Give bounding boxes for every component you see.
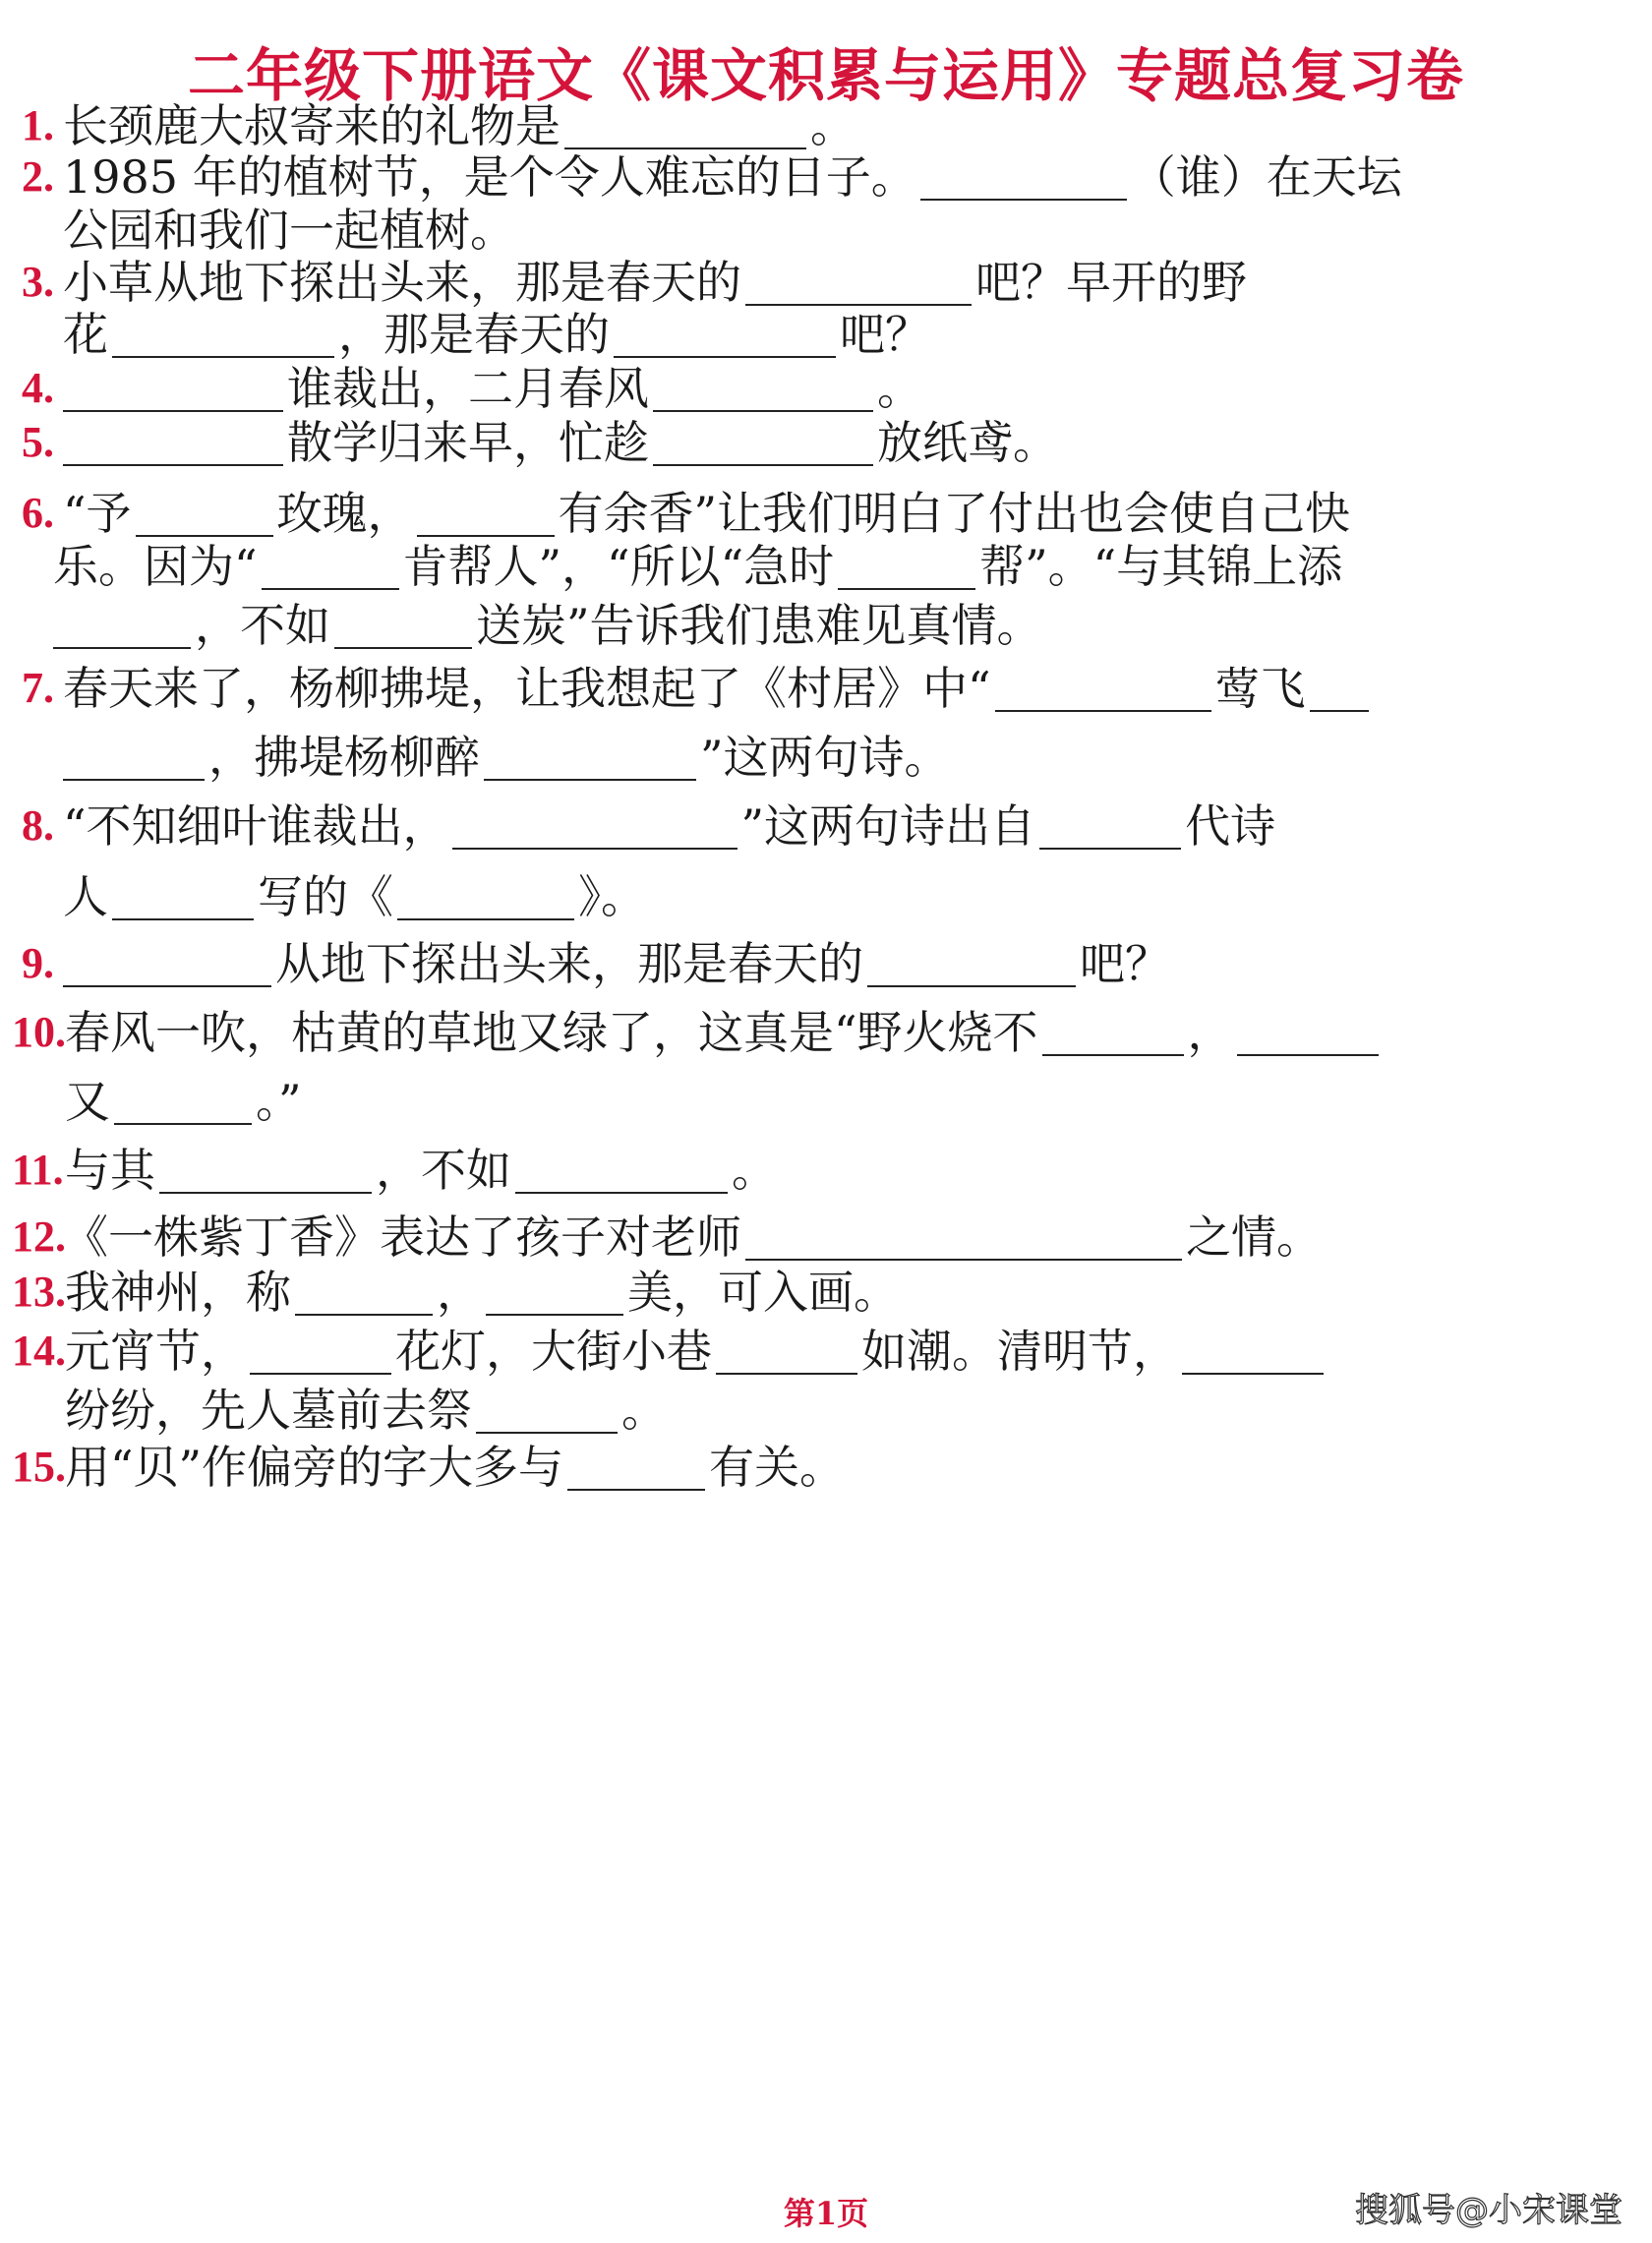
answer-blank[interactable] — [653, 413, 873, 466]
question-text: 。” — [256, 1075, 302, 1128]
question-text: 吧？早开的野 — [975, 256, 1247, 309]
question-8-line-1 — [63, 797, 1275, 856]
question-text: “予 — [63, 487, 132, 540]
question-text: 。 — [810, 99, 856, 152]
question-text: 花灯，大街小巷 — [395, 1325, 712, 1378]
answer-blank[interactable] — [417, 484, 555, 537]
question-5 — [63, 413, 1058, 472]
question-number-8: 8. — [22, 801, 54, 850]
question-text: 之情。 — [1186, 1210, 1322, 1264]
answer-blank[interactable] — [515, 1141, 728, 1194]
answer-blank[interactable] — [63, 359, 283, 412]
question-text: 有关。 — [709, 1441, 846, 1494]
answer-blank[interactable] — [564, 96, 806, 149]
question-text: 元宵节， — [65, 1325, 246, 1378]
answer-blank[interactable] — [920, 148, 1127, 201]
question-12 — [63, 1208, 1322, 1267]
watermark: 搜狐号@小宋课堂 — [1355, 2191, 1622, 2230]
question-2-line-2 — [63, 201, 515, 260]
question-text: 乐。因为“ — [53, 540, 258, 593]
answer-blank[interactable] — [63, 934, 271, 987]
question-15 — [65, 1438, 845, 1497]
question-number-9: 9. — [22, 939, 54, 987]
question-text: 。 — [877, 362, 922, 415]
answer-blank[interactable] — [136, 484, 273, 537]
answer-blank[interactable] — [250, 1322, 391, 1375]
question-text: 吧？ — [840, 308, 930, 361]
question-text: 莺飞 — [1214, 662, 1306, 715]
question-text: 用“贝”作偏旁的字大多与 — [65, 1441, 564, 1494]
question-text: ，不如 — [376, 1144, 511, 1197]
question-number-3: 3. — [22, 258, 54, 306]
answer-blank[interactable] — [334, 596, 472, 649]
question-14-line-1 — [65, 1322, 1328, 1381]
question-3-line-2 — [63, 305, 930, 364]
question-text: ， — [1187, 1006, 1233, 1059]
question-text: 玫瑰， — [276, 487, 413, 540]
question-text: 春风一吹，枯黄的草地又绿了，这真是“野火烧不 — [65, 1006, 1038, 1059]
question-text: 1985 年的植树节，是个令人难忘的日子。 — [63, 150, 916, 204]
question-11 — [65, 1141, 777, 1200]
question-number-2: 2. — [22, 152, 54, 201]
question-text: 小草从地下探出头来，那是春天的 — [63, 256, 741, 309]
question-text: 花 — [63, 308, 108, 361]
question-text: 我神州，称 — [65, 1266, 291, 1319]
question-text: 放纸鸢。 — [877, 416, 1058, 469]
question-text: “不知细叶谁裁出， — [63, 799, 448, 853]
answer-blank[interactable] — [995, 659, 1211, 712]
question-number-7: 7. — [22, 664, 54, 712]
question-1 — [63, 96, 856, 155]
question-text: ”这两句诗。 — [700, 731, 950, 784]
question-text: 。 — [621, 1384, 667, 1437]
question-text: 公园和我们一起植树。 — [63, 204, 515, 257]
question-3-line-1 — [63, 253, 1247, 312]
question-text: 长颈鹿大叔寄来的礼物是 — [63, 99, 560, 152]
question-10-line-2 — [65, 1072, 302, 1131]
answer-blank[interactable] — [53, 596, 191, 649]
question-text: ，那是春天的 — [338, 308, 610, 361]
question-text: ， — [437, 1266, 482, 1319]
answer-blank[interactable] — [745, 253, 972, 306]
answer-blank[interactable] — [452, 797, 738, 850]
question-text: 谁裁出，二月春风 — [287, 362, 649, 415]
question-number-13: 13. — [12, 1268, 66, 1316]
question-text: 人 — [63, 870, 108, 923]
question-10-line-1 — [65, 1003, 1383, 1062]
answer-blank[interactable] — [716, 1322, 857, 1375]
question-text: 又 — [65, 1075, 110, 1128]
question-text: 如潮。清明节， — [861, 1325, 1178, 1378]
question-text: （谁）在天坛 — [1130, 150, 1402, 204]
answer-blank[interactable] — [63, 413, 283, 466]
question-8-line-2 — [63, 867, 646, 926]
question-7-line-1 — [63, 659, 1373, 718]
question-number-10: 10. — [12, 1008, 66, 1056]
question-13 — [65, 1263, 899, 1322]
answer-blank[interactable] — [295, 1263, 433, 1316]
answer-blank[interactable] — [476, 1381, 618, 1434]
question-text: 有余香”让我们明白了付出也会使自己快 — [558, 487, 1351, 540]
question-text: ，不如 — [195, 599, 330, 652]
question-text: 与其 — [65, 1144, 155, 1197]
question-text: 肯帮人”，“所以“急时 — [402, 540, 835, 593]
answer-blank[interactable] — [1237, 1003, 1379, 1056]
answer-blank[interactable] — [114, 1072, 252, 1125]
question-number-11: 11. — [12, 1146, 64, 1194]
question-number-15: 15. — [12, 1443, 66, 1491]
question-number-1: 1. — [22, 101, 54, 149]
question-number-4: 4. — [22, 364, 54, 412]
question-text: 帮”。“与其锦上添 — [979, 540, 1343, 593]
question-number-12: 12. — [12, 1212, 66, 1261]
question-text: 美，可入画。 — [627, 1266, 899, 1319]
question-number-6: 6. — [22, 489, 54, 537]
answer-blank[interactable] — [867, 934, 1076, 987]
answer-blank[interactable] — [567, 1438, 705, 1491]
question-text: 》。 — [578, 870, 646, 923]
question-6-line-3 — [53, 596, 1042, 655]
page-title: 二年级下册语文《课文积累与运用》专题总复习卷 — [187, 42, 1464, 109]
answer-blank[interactable] — [653, 359, 873, 412]
question-text: ”这两句诗出自 — [740, 799, 1036, 853]
question-6-line-1 — [63, 484, 1350, 543]
question-text: 春天来了，杨柳拂堤，让我想起了《村居》中“ — [63, 662, 991, 715]
question-text: 纷纷，先人墓前去祭 — [65, 1384, 472, 1437]
answer-blank[interactable] — [1042, 1003, 1184, 1056]
answer-blank[interactable] — [745, 1208, 1182, 1261]
question-number-5: 5. — [22, 418, 54, 466]
answer-blank[interactable] — [112, 305, 334, 358]
question-text: 代诗 — [1185, 799, 1276, 853]
answer-blank[interactable] — [63, 728, 205, 781]
answer-blank[interactable] — [159, 1141, 372, 1194]
question-14-line-2 — [65, 1381, 667, 1440]
answer-blank[interactable] — [1039, 797, 1181, 850]
answer-blank[interactable] — [486, 1263, 623, 1316]
question-number-14: 14. — [12, 1327, 66, 1375]
answer-blank[interactable] — [614, 305, 836, 358]
question-4 — [63, 359, 922, 418]
answer-blank[interactable] — [397, 867, 574, 920]
answer-blank[interactable] — [1310, 659, 1369, 712]
question-7-line-2 — [63, 728, 950, 787]
question-9 — [63, 934, 1170, 993]
answer-blank[interactable] — [112, 867, 254, 920]
question-text: 送炭”告诉我们患难见真情。 — [476, 599, 1042, 652]
question-text: ，拂堤杨柳醉 — [208, 731, 480, 784]
answer-blank[interactable] — [838, 537, 975, 590]
question-2-line-1 — [63, 148, 1402, 207]
question-text: 散学归来早，忙趁 — [287, 416, 649, 469]
question-text: 《一株紫丁香》表达了孩子对老师 — [63, 1210, 741, 1264]
question-text: 吧？ — [1080, 937, 1170, 990]
answer-blank[interactable] — [484, 728, 696, 781]
question-text: 。 — [732, 1144, 777, 1197]
page-number: 第1页 — [783, 2195, 869, 2232]
question-text: 写的《 — [258, 870, 393, 923]
question-6-line-2 — [53, 537, 1342, 596]
answer-blank[interactable] — [1182, 1322, 1324, 1375]
answer-blank[interactable] — [262, 537, 399, 590]
question-text: 从地下探出头来，那是春天的 — [275, 937, 863, 990]
